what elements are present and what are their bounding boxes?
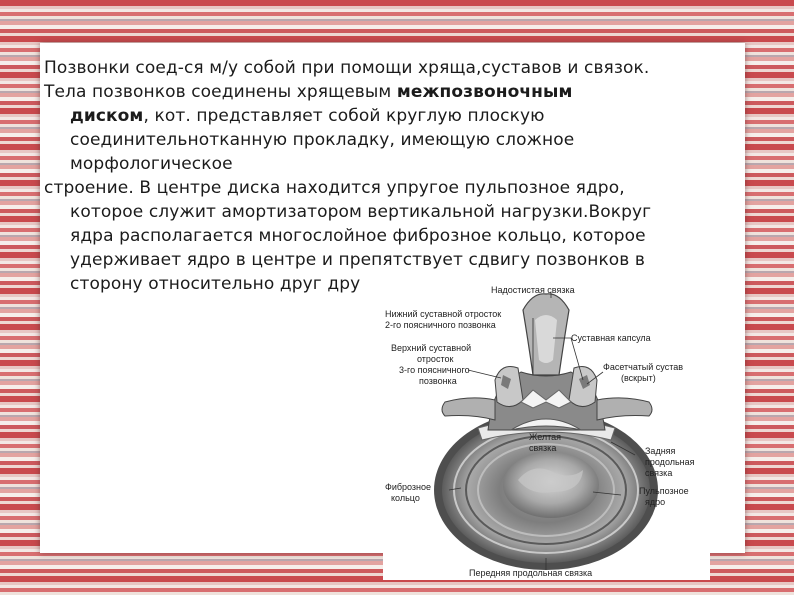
vertebra-illustration bbox=[383, 280, 710, 580]
label-anterior-ligament: Передняя продольная связка bbox=[469, 568, 593, 578]
label-yellow-ligament-line2: связка bbox=[529, 443, 557, 453]
label-yellow-ligament-line1: Желтая bbox=[529, 432, 562, 442]
bold-term: межпозвоночным bbox=[396, 82, 573, 102]
text-line bbox=[44, 56, 744, 80]
label-joint-capsule: Суставная капсула bbox=[571, 333, 651, 343]
label-inferior-process-line1: Нижний суставной отросток bbox=[385, 309, 502, 319]
label-facet-joint-line2: (вскрыт) bbox=[621, 373, 656, 383]
text-span: морфологическое bbox=[70, 154, 233, 174]
text-line bbox=[44, 152, 744, 176]
label-superior-process-line4: позвонка bbox=[419, 376, 457, 386]
text-line bbox=[44, 128, 744, 152]
text-line bbox=[44, 80, 744, 104]
text-span: сторону относительно друг дру bbox=[70, 274, 361, 294]
text-line bbox=[44, 224, 744, 248]
label-posterior-ligament-line2: продольная bbox=[645, 457, 695, 467]
label-nucleus-line2: ядро bbox=[645, 497, 666, 507]
text-span: , кот. представляет собой круглую плоскую bbox=[143, 106, 545, 126]
label-posterior-ligament-line3: связка bbox=[645, 468, 673, 478]
text-span: Позвонки соед-ся м/у собой при помощи хряща,суставов и связок. bbox=[44, 58, 650, 78]
slide-body-text bbox=[44, 56, 744, 296]
text-span: строение. В центре диска находится упругое пульпозное ядро, bbox=[44, 178, 625, 198]
label-superior-process-line2: отросток bbox=[417, 354, 454, 364]
text-span: которое служит амортизатором вертикальной нагрузки.Вокруг bbox=[70, 202, 652, 222]
label-facet-joint-line1: Фасетчатый сустав bbox=[603, 362, 683, 372]
text-span: соединительнотканную прокладку, имеющую сложное bbox=[70, 130, 575, 150]
text-span: удерживает ядро в центре и препятствует сдвигу позвонков в bbox=[70, 250, 646, 270]
label-nucleus-line1: Пульпозное bbox=[639, 486, 689, 496]
label-posterior-ligament-line1: Задняя bbox=[645, 446, 676, 456]
label-supraspinous-ligament: Надостистая связка bbox=[491, 285, 575, 295]
label-superior-process-line1: Верхний суставной bbox=[391, 343, 472, 353]
text-span: Тела позвонков соединены хрящевым bbox=[44, 82, 397, 102]
label-fibrous-ring-line2: кольцо bbox=[391, 493, 420, 503]
text-span: ядра располагается многослойное фиброзное кольцо, которое bbox=[70, 226, 646, 246]
label-superior-process-line3: 3-го поясничного bbox=[399, 365, 470, 375]
label-fibrous-ring-line1: Фиброзное bbox=[385, 482, 432, 492]
text-line bbox=[44, 200, 744, 224]
label-inferior-process-line2: 2-го поясничного позвонка bbox=[385, 320, 496, 330]
text-line bbox=[44, 248, 744, 272]
text-line bbox=[44, 104, 744, 128]
bold-term: диском bbox=[70, 106, 144, 126]
text-line bbox=[44, 176, 744, 200]
